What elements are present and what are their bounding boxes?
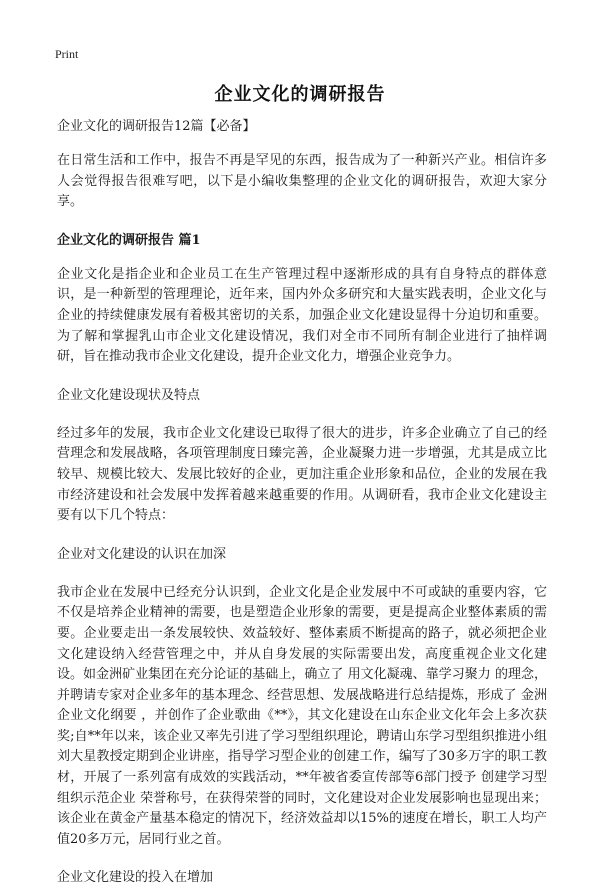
paragraph-definition: 企业文化是指企业和企业员工在生产管理过程中逐渐形成的具有自身特点的群体意识，是一种新型的管理理论，近年来，国内外众多研究和大量实践表明，企业文化与企业的持续健康发展有着极其密切的关系，加强企业文化建设显得十分迫切和重要。为了解和掌握乳山市企业文化建设情况，我们对全市不同所有制企业进行了抽样调研，旨在推动我市企业文化建设，提升企业文化力，增强企业竞争力。 xyxy=(57,266,547,365)
paragraph-awareness: 我市企业在发展中已经充分认识到，企业文化是企业发展中不可或缺的重要内容，它不仅是培养企业精神的需要，也是塑造企业形象的需要，更是提高企业整体素质的需要。企业要走出一条发展较快、效益较好、整体素质不断提高的路子，就必须把企业文化建设纳入经营管理之中，并从自身发展的实际需要出发，高度重视企业文化建设。如金洲矿业集团在充分论证的基础上，确立了 用文化凝魂、靠学习聚力 的理念，并聘请专家对企业多年的基本理念、经营思想、发展战略进行总结提炼，形成了 金洲企业文化纲要 ，并创作了企业歌曲《**》，其文化建设在山东企业文化年会上多次获奖;自**年以来，该企业又率先引进了学习型组织理论，聘请山东学习型组织推进小组刘大星教授定期到企业讲座，指导学习型企业的创建工作，编写了30多万字的职工教材，开展了一系列富有成效的实践活动，**年被省委宣传部等6部门授予 创建学习型组织示范企业 荣誉称号，在获得荣誉的同时，文化建设对企业发展影响也显现出来；该企业在黄金产量基本稳定的情况下，经济效益却以15%的速度在增长，职工人均产值20多万元，居同行业之首。 xyxy=(57,584,547,847)
heading-status: 企业文化建设现状及特点 xyxy=(57,387,201,403)
heading-investment: 企业文化建设的投入在增加 xyxy=(57,870,214,886)
paragraph-status: 经过多年的发展，我市企业文化建设已取得了很大的进步，许多企业确立了自己的经营理念和发展战略，各项管理制度日臻完善，企业凝聚力进一步增强，尤其是成立比较早、规模比较大、发展比较好的企业，更加注重企业形象和品位，企业的发展在我市经济建设和社会发展中发挥着越来越重要的作用。从调研看，我市企业文化建设主要有以下几个特点： xyxy=(57,425,547,524)
print-label: Print xyxy=(55,47,79,61)
heading-awareness: 企业对文化建设的认识在加深 xyxy=(57,546,227,562)
page-title: 企业文化的调研报告 xyxy=(214,84,386,105)
section-title: 企业文化的调研报告 篇1 xyxy=(57,232,201,248)
document-subtitle: 企业文化的调研报告12篇【必备】 xyxy=(57,119,256,134)
document-body xyxy=(57,117,547,888)
intro-paragraph: 在日常生活和工作中，报告不再是罕见的东西，报告成为了一种新兴产业。相信许多人会觉得报告很难写吧，以下是小编收集整理的企业文化的调研报告，欢迎大家分享。 xyxy=(57,153,547,210)
